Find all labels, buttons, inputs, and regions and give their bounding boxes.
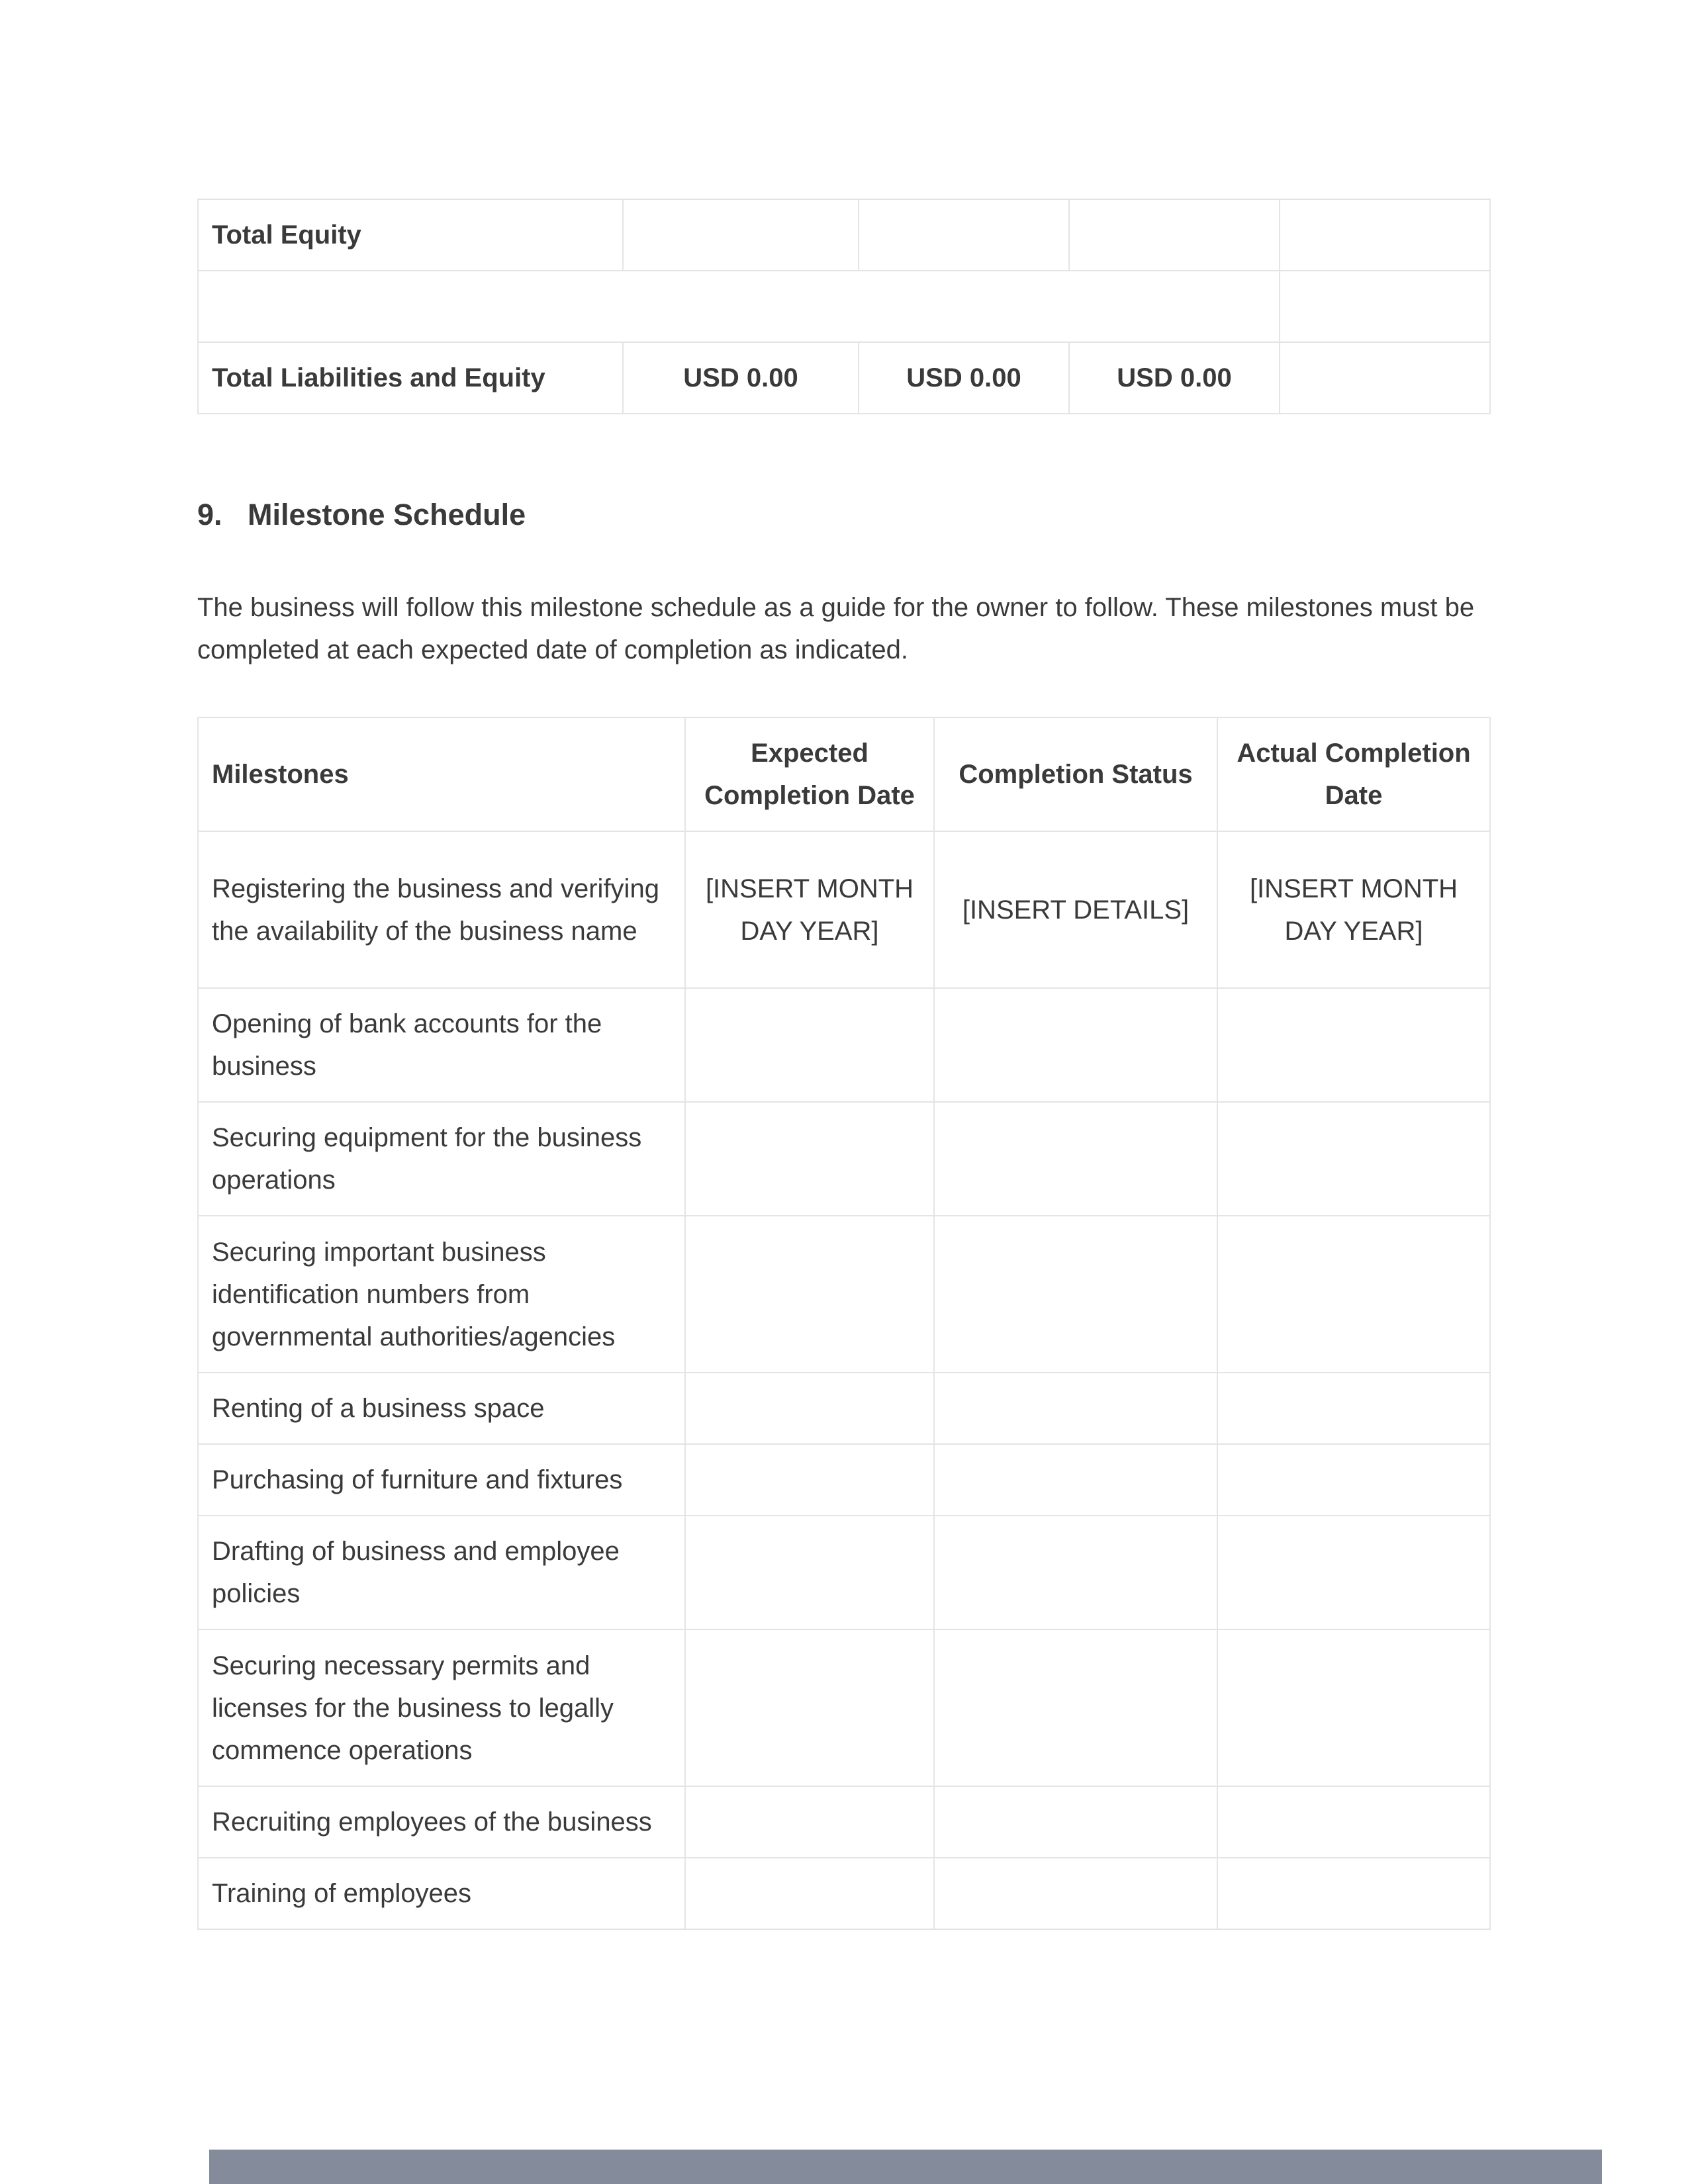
- status-cell: [934, 1444, 1217, 1516]
- expected-date-cell: [INSERT MONTH DAY YEAR]: [685, 831, 934, 988]
- section-heading: [197, 498, 526, 532]
- actual-date-cell: [INSERT MONTH DAY YEAR]: [1217, 831, 1490, 988]
- table-header-row: [198, 717, 1490, 831]
- status-cell: [934, 988, 1217, 1102]
- actual-date-cell: [1217, 988, 1490, 1102]
- table-cell: [1280, 199, 1490, 271]
- expected-date-cell: [685, 1102, 934, 1216]
- financial-summary-table: [197, 199, 1491, 414]
- table-row: [198, 1858, 1490, 1929]
- milestone-cell: Securing equipment for the business operations: [198, 1102, 685, 1216]
- table-cell: USD 0.00: [859, 342, 1069, 414]
- milestone-cell: Registering the business and verifying the availability of the business name: [198, 831, 685, 988]
- status-cell: [934, 1102, 1217, 1216]
- status-cell: [934, 1216, 1217, 1373]
- status-cell: [934, 1516, 1217, 1629]
- actual-date-cell: [1217, 1373, 1490, 1444]
- expected-date-cell: [685, 1216, 934, 1373]
- expected-date-cell: [685, 988, 934, 1102]
- table-cell: [623, 199, 859, 271]
- row-label: Total Liabilities and Equity: [198, 342, 623, 414]
- section-number: 9.: [197, 498, 222, 531]
- table-cell: [1280, 271, 1490, 342]
- milestone-cell: Opening of bank accounts for the business: [198, 988, 685, 1102]
- spacer-cell: [198, 271, 1280, 342]
- milestone-cell: Drafting of business and employee policies: [198, 1516, 685, 1629]
- column-header: Expected Completion Date: [685, 717, 934, 831]
- intro-paragraph: The business will follow this milestone schedule as a guide for the owner to follow. These milestones must be completed at each expected date of completion as indicated.: [197, 593, 1475, 664]
- status-cell: [934, 1858, 1217, 1929]
- actual-date-cell: [1217, 1786, 1490, 1858]
- actual-date-cell: [1217, 1216, 1490, 1373]
- table-row: [198, 1444, 1490, 1516]
- actual-date-cell: [1217, 1102, 1490, 1216]
- expected-date-cell: [685, 1444, 934, 1516]
- expected-date-cell: [685, 1858, 934, 1929]
- milestone-cell: Recruiting employees of the business: [198, 1786, 685, 1858]
- status-cell: [934, 1373, 1217, 1444]
- status-cell: [INSERT DETAILS]: [934, 831, 1217, 988]
- milestone-table: [197, 717, 1491, 1930]
- expected-date-cell: [685, 1786, 934, 1858]
- status-cell: [934, 1786, 1217, 1858]
- status-cell: [934, 1629, 1217, 1786]
- column-header: Actual Completion Date: [1217, 717, 1490, 831]
- milestone-cell: Securing important business identification numbers from governmental authorities/agencies: [198, 1216, 685, 1373]
- actual-date-cell: [1217, 1516, 1490, 1629]
- table-row: [198, 1216, 1490, 1373]
- table-row: [198, 271, 1490, 342]
- table-cell: [1280, 342, 1490, 414]
- table-row: [198, 1373, 1490, 1444]
- milestone-cell: Renting of a business space: [198, 1373, 685, 1444]
- footer-bar: [209, 2150, 940, 2184]
- expected-date-cell: [685, 1629, 934, 1786]
- table-cell: [1069, 199, 1280, 271]
- milestone-cell: Purchasing of furniture and fixtures: [198, 1444, 685, 1516]
- table-cell: USD 0.00: [1069, 342, 1280, 414]
- table-row: [198, 199, 1490, 271]
- actual-date-cell: [1217, 1629, 1490, 1786]
- column-header: Completion Status: [934, 717, 1217, 831]
- table-cell: [859, 199, 1069, 271]
- column-header: Milestones: [198, 717, 685, 831]
- milestone-cell: Training of employees: [198, 1858, 685, 1929]
- table-row: [198, 1786, 1490, 1858]
- expected-date-cell: [685, 1516, 934, 1629]
- expected-date-cell: [685, 1373, 934, 1444]
- milestone-cell: Securing necessary permits and licenses for the business to legally commence operations: [198, 1629, 685, 1786]
- table-cell: USD 0.00: [623, 342, 859, 414]
- table-row: [198, 1516, 1490, 1629]
- table-row: [198, 831, 1490, 988]
- table-row: [198, 342, 1490, 414]
- table-row: [198, 988, 1490, 1102]
- footer-bar: [940, 2150, 1602, 2184]
- actual-date-cell: [1217, 1444, 1490, 1516]
- row-label: Total Equity: [198, 199, 623, 271]
- table-row: [198, 1102, 1490, 1216]
- table-row: [198, 1629, 1490, 1786]
- actual-date-cell: [1217, 1858, 1490, 1929]
- section-title: Milestone Schedule: [248, 498, 526, 531]
